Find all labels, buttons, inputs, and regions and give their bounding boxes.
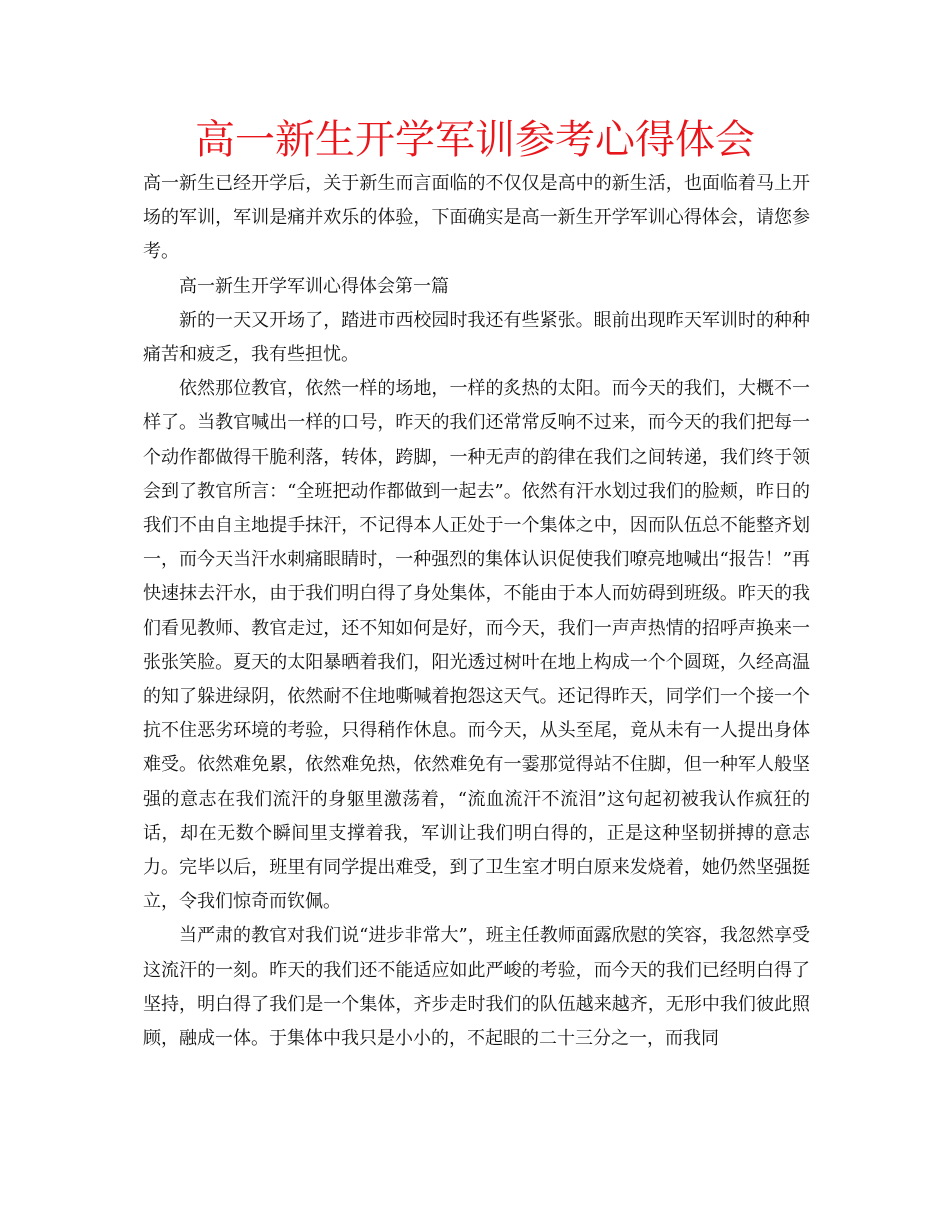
document-title: 高一新生开学军训参考心得体会 <box>195 117 755 163</box>
body-paragraph: 新的一天又开场了，踏进市西校园时我还有些紧张。眼前出现昨天军训时的种种痛苦和疲乏，我有些担忧。 <box>143 309 810 366</box>
section-heading: 高一新生开学军训心得体会第一篇 <box>179 275 449 297</box>
intro-paragraph: 高一新生已经开学后，关于新生而言面临的不仅仅是高中的新生活，也面临着马上开场的军训，军训是痛并欢乐的体验，下面确实是高一新生开学军训心得体会，请您参考。 <box>143 173 810 263</box>
document-body <box>143 167 810 1056</box>
body-paragraph: 当严肃的教官对我们说“进步非常大”，班主任教师面露欣慰的笑容，我忽然享受这流汗的一刻。昨天的我们还不能适应如此严峻的考验，而今天的我们已经明白得了坚持，明白得了我们是一个集体，齐步走时我们的队伍越来越齐，无形中我们彼此照顾，融成一体。于集体中我只是小小的，不起眼的二十三分之一，而我同 <box>143 925 810 1050</box>
body-paragraph: 依然那位教官，依然一样的场地，一样的炙热的太阳。而今天的我们，大概不一样了。当教官喊出一样的口号，昨天的我们还常常反响不过来，而今天的我们把每一个动作都做得干脆利落，转体，跨脚，一种无声的韵律在我们之间转递，我们终于领会到了教官所言：“全班把动作都做到一起去”。依然有汗水划过我们的脸颊，昨日的我们不由自主地提手抹汗，不记得本人正处于一个集体之中，因而队伍总不能整齐划一，而今天当汗水刺痛眼睛时，一种强烈的集体认识促使我们嘹亮地喊出“报告！”再快速抹去汗水，由于我们明白得了身处集体，不能由于本人而妨碍到班级。昨天的我们看见教师、教官走过，还不知如何是好，而今天，我们一声声热情的招呼声换来一张张笑脸。夏天的太阳暴晒着我们，阳光透过树叶在地上构成一个个圆斑，久经高温的知了躲进绿阴，依然耐不住地嘶喊着抱怨这天气。还记得昨天，同学们一个接一个抗不住恶劣环境的考验，只得稍作休息。而今天，从头至尾，竟从未有一人提出身体难受。依然难免累，依然难免热，依然难免有一霎那觉得站不住脚，但一种军人般坚强的意志在我们流汗的身躯里激荡着，“流血流汗不流泪”这句起初被我认作疯狂的话，却在无数个瞬间里支撑着我，军训让我们明白得的，正是这种坚韧拼搏的意志力。完毕以后，班里有同学提出难受，到了卫生室才明白原来发烧着，她仍然坚强挺立，令我们惊奇而钦佩。 <box>143 378 810 913</box>
